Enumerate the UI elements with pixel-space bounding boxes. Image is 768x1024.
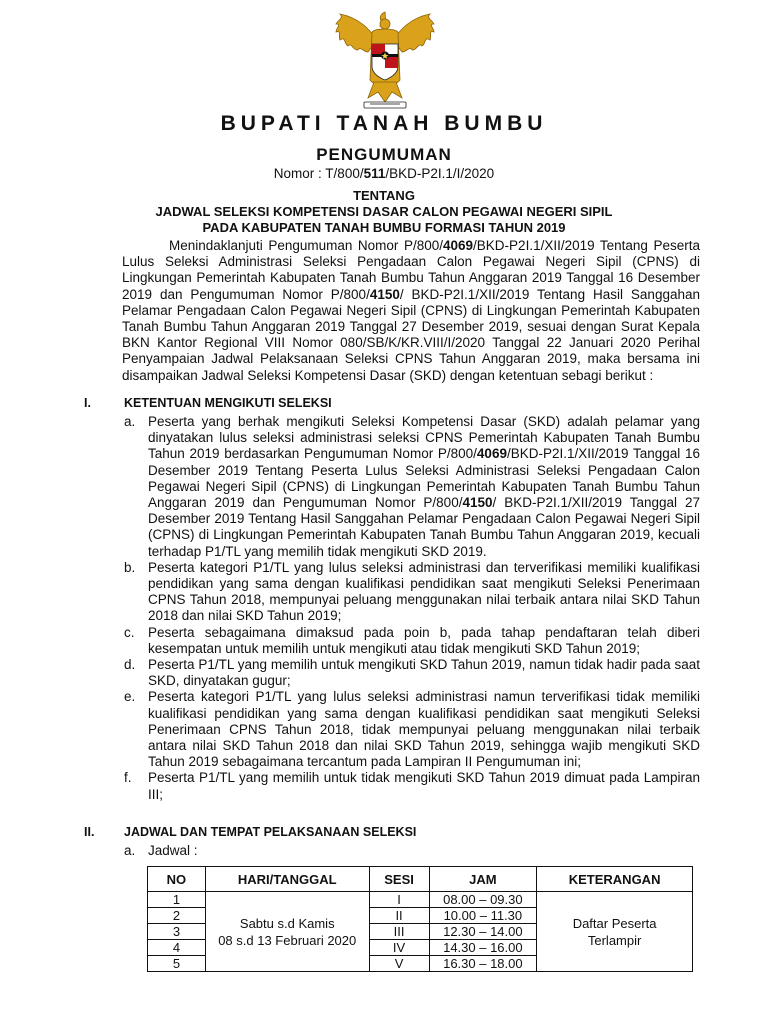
item-letter: a. [124, 414, 136, 429]
header-note: KETERANGAN [537, 867, 693, 892]
cell-no: 5 [148, 956, 206, 972]
number-suffix: /BKD-P2I.1/I/2020 [385, 166, 495, 181]
table-row [148, 892, 693, 908]
item-a-bold-2: 4150 [462, 495, 493, 511]
list-item [124, 560, 700, 625]
table-header-row [148, 867, 693, 892]
cell-time: 14.30 – 16.00 [429, 940, 537, 956]
item-letter: b. [124, 559, 136, 575]
schedule-label [124, 843, 198, 858]
header-time: JAM [429, 867, 537, 892]
schedule-label-text: Jadwal : [148, 843, 198, 858]
section-1-list [124, 414, 700, 803]
list-item [124, 689, 700, 770]
item-d-text: Peserta P1/TL yang memilih untuk mengikuti SKD Tahun 2019, namun tidak hadir pada saat SKD, dinyatakan gugur; [148, 657, 700, 689]
section-1-heading [84, 396, 332, 410]
section-1-title: KETENTUAN MENGIKUTI SELEKSI [124, 396, 332, 410]
cell-date [205, 892, 369, 972]
cell-note [537, 892, 693, 972]
list-item [124, 657, 700, 689]
list-item [124, 770, 700, 802]
intro-part-3: / BKD-P2I.1/XII/2019 Tentang Hasil Sanggahan Pelamar Pengadaan Calon Pegawai Negeri Sipil (CPNS) di Lingkungan Pemerintah Kabupaten Tanah Bumbu Tahun Anggaran 2019 Tanggal 27 Desember 2019, sesuai dengan Surat Kepala BKN Kantor Regional VIII Nomor 080/SB/K/KR.VIII/I/2020 Tanggal 22 Januari 2020 Perihal Penyampaian Jadwal Pelaksanaan Seleksi CPNS Tahun Anggaran 2019, maka bersama ini disampaikan Jadwal Seleksi Kompetensi Dasar (SKD) dengan ketentuan sebagi berikut : [122, 286, 700, 383]
item-letter: e. [124, 689, 136, 705]
item-b-text: Peserta kategori P1/TL yang lulus seleksi administrasi dan terverifikasi memiliki kualifikasi pendidikan yang sama dengan kualifikasi pendidikan saat mengikuti Seleksi Penerimaan CPNS Tahun 2018, mempunyai peluang menggunakan nilai terbaik antara nilai SKD Tahun 2018 dan nilai SKD Tahun 2019; [148, 559, 700, 624]
item-a-part-2: /BKD-P2I.1/XII/2019 Tanggal 16 Desember 2019 Tentang Peserta Lulus Seleksi Administrasi Seleksi Pengadaan Calon Pegawai Negeri Sipil (CPNS) di Lingkungan Pemerintah Kabupaten Tanah Bumbu Tahun Anggaran 2019 dan Pengumuman Nomor P/800/ [148, 446, 700, 511]
date-line-2: 08 s.d 13 Februari 2020 [218, 932, 357, 948]
note-line-2: Terlampir [587, 932, 642, 948]
announcement-title: PENGUMUMAN [316, 145, 452, 164]
about-label: TENTANG [353, 188, 415, 203]
intro-part-1: Menindaklanjuti Pengumuman Nomor P/800/ [169, 238, 443, 253]
header-no: NO [148, 867, 206, 892]
item-e-text: Peserta kategori P1/TL yang lulus seleksi administrasi namun terverifikasi tidak memiliki kualifikasi pendidikan yang sama dengan kualifikasi pendidikan saat mengikuti Seleksi Penerimaan CPNS Tahun 2018, tidak mempunyai peluang menggunakan nilai terbaik antara nilai SKD Tahun 2018 dan nilai SKD Tahun 2019, sehingga wajib mengikuti SKD Tahun 2019 sebagaimana tercantum pada Lampiran II Pengumuman ini; [148, 689, 700, 770]
cell-time: 12.30 – 14.00 [429, 924, 537, 940]
cell-no: 2 [148, 908, 206, 924]
header-session: SESI [369, 867, 429, 892]
section-2-title: JADWAL DAN TEMPAT PELAKSANAAN SELEKSI [124, 825, 417, 839]
item-a-part-1: Peserta yang berhak mengikuti Seleksi Kompetensi Dasar (SKD) adalah pelamar yang dinyatakan lulus seleksi administrasi seleksi CPNS Pemerintah Kabupaten Tanah Bumbu Tahun 2019 berdasarkan Pengumuman Nomor P/800/ [148, 414, 700, 462]
item-f-text: Peserta P1/TL yang memilih untuk tidak mengikuti SKD Tahun 2019 dimuat pada Lampiran III; [148, 770, 700, 802]
intro-paragraph [122, 238, 700, 384]
garuda-pancasila-emblem-icon [330, 10, 440, 110]
schedule-table [147, 866, 693, 972]
cell-session: V [369, 956, 429, 972]
cell-session: I [369, 892, 429, 908]
list-item [124, 625, 700, 657]
intro-part-2: /BKD-P2I.1/XII/2019 Tentang Peserta Lulus Seleksi Administrasi Seleksi Pengadaan Calon Pegawai Negeri Sipil (CPNS) di Lingkungan Pemerintah Kabupaten Tanah Bumbu Tahun Anggaran 2019 Tanggal 16 Desember 2019 dan Pengumuman Nomor P/800/ [122, 238, 700, 302]
intro-bold-1: 4069 [443, 238, 474, 253]
cell-time: 16.30 – 18.00 [429, 956, 537, 972]
section-2-roman: II. [84, 825, 95, 839]
cell-no: 3 [148, 924, 206, 940]
list-item [124, 414, 700, 560]
section-2-heading [84, 825, 416, 839]
date-line-1: Sabtu s.d Kamis [239, 915, 335, 931]
cell-time: 08.00 – 09.30 [429, 892, 537, 908]
cell-session: III [369, 924, 429, 940]
item-a-bold-1: 4069 [476, 446, 507, 462]
subject-block [0, 188, 768, 236]
section-1-roman: I. [84, 396, 91, 410]
item-c-text: Peserta sebagaimana dimaksud pada poin b, pada tahap pendaftaran telah diberi kesempatan untuk memilih untuk mengikuti atau tidak mengikuti SKD Tahun 2019; [148, 624, 700, 656]
cell-time: 10.00 – 11.30 [429, 908, 537, 924]
item-letter: c. [124, 624, 135, 640]
cell-no: 4 [148, 940, 206, 956]
cell-no: 1 [148, 892, 206, 908]
cell-session: II [369, 908, 429, 924]
regent-heading: BUPATI TANAH BUMBU [220, 112, 548, 135]
item-letter: f. [124, 770, 132, 786]
item-a-part-3: / BKD-P2I.1/XII/2019 Tanggal 27 Desember 2019 Tentang Hasil Sanggahan Pelamar Pengadaan Calon Pegawai Negeri Sipil (CPNS) di Lingkungan Pemerintah Kabupaten Tanah Bumbu Tahun Anggaran 2019, kecuali terhadap P1/TL yang memilih tidak mengikuti SKD 2019. [148, 495, 700, 559]
header-date: HARI/TANGGAL [205, 867, 369, 892]
subject-line-2: PADA KABUPATEN TANAH BUMBU FORMASI TAHUN 2019 [202, 220, 566, 235]
number-prefix: Nomor : T/800/ [273, 166, 364, 181]
item-letter: a. [124, 843, 136, 858]
cell-session: IV [369, 940, 429, 956]
subject-line-1: JADWAL SELEKSI KOMPETENSI DASAR CALON PEGAWAI NEGERI SIPIL [155, 204, 613, 219]
announcement-number [0, 166, 768, 181]
number-bold: 511 [363, 166, 386, 181]
intro-bold-2: 4150 [369, 286, 400, 302]
item-letter: d. [124, 657, 136, 673]
note-line-1: Daftar Peserta [572, 915, 657, 931]
